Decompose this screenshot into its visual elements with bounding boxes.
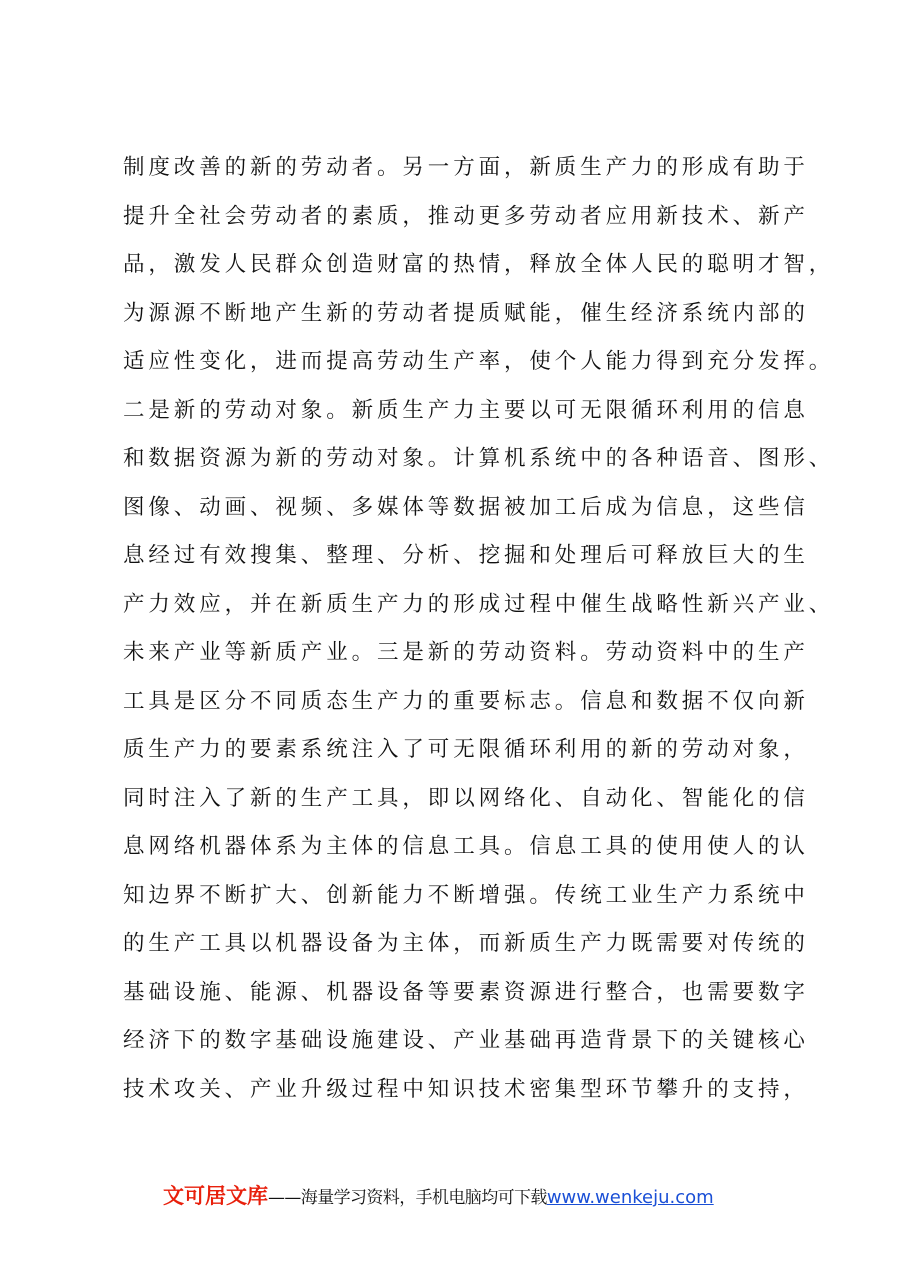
text-line: 图像、动画、视频、多媒体等数据被加工后成为信息，这些信 <box>123 494 809 520</box>
text-line: 二是新的劳动对象。新质生产力主要以可无限循环利用的信息 <box>123 397 809 423</box>
text-line: 知边界不断扩大、创新能力不断增强。传统工业生产力系统中 <box>123 882 809 908</box>
text-line: 和数据资源为新的劳动对象。计算机系统中的各种语音、图形、 <box>123 446 835 471</box>
text-line: 工具是区分不同质态生产力的重要标志。信息和数据不仅向新 <box>123 688 809 714</box>
footer-brand: 文可居文库 <box>163 1184 268 1208</box>
text-line: 的生产工具以机器设备为主体，而新质生产力既需要对传统的 <box>123 931 809 956</box>
footer-website-link[interactable]: www.wenkeju.com <box>546 1187 714 1208</box>
text-line: 经济下的数字基础设施建设、产业基础再造背景下的关键核心 <box>123 1028 809 1053</box>
text-line: 提升全社会劳动者的素质，推动更多劳动者应用新技术、新产 <box>123 203 809 229</box>
text-line: 息网络机器体系为主体的信息工具。信息工具的使用使人的认 <box>123 834 809 859</box>
footer-banner <box>163 1183 714 1209</box>
body-text <box>123 144 843 1114</box>
text-line: 息经过有效搜集、整理、分析、挖掘和处理后可释放巨大的生 <box>123 543 809 568</box>
text-line: 适应性变化，进而提高劳动生产率，使个人能力得到充分发挥。 <box>123 349 835 374</box>
text-line: 未来产业等新质产业。三是新的劳动资料。劳动资料中的生产 <box>123 640 809 665</box>
text-line: 质生产力的要素系统注入了可无限循环利用的新的劳动对象， <box>123 737 809 762</box>
footer-slogan: ——海量学习资料，手机电脑均可下载 <box>268 1188 547 1208</box>
text-line: 为源源不断地产生新的劳动者提质赋能，催生经济系统内部的 <box>123 300 809 326</box>
text-line: 技术攻关、产业升级过程中知识技术密集型环节攀升的支持， <box>123 1076 809 1102</box>
text-line: 同时注入了新的生产工具，即以网络化、自动化、智能化的信 <box>123 785 809 811</box>
text-line: 基础设施、能源、机器设备等要素资源进行整合，也需要数字 <box>123 979 809 1005</box>
text-line: 制度改善的新的劳动者。另一方面，新质生产力的形成有助于 <box>123 155 809 180</box>
text-line: 产力效应，并在新质生产力的形成过程中催生战略性新兴产业、 <box>123 591 835 617</box>
text-line: 品，激发人民群众创造财富的热情，释放全体人民的聪明才智， <box>123 252 835 277</box>
